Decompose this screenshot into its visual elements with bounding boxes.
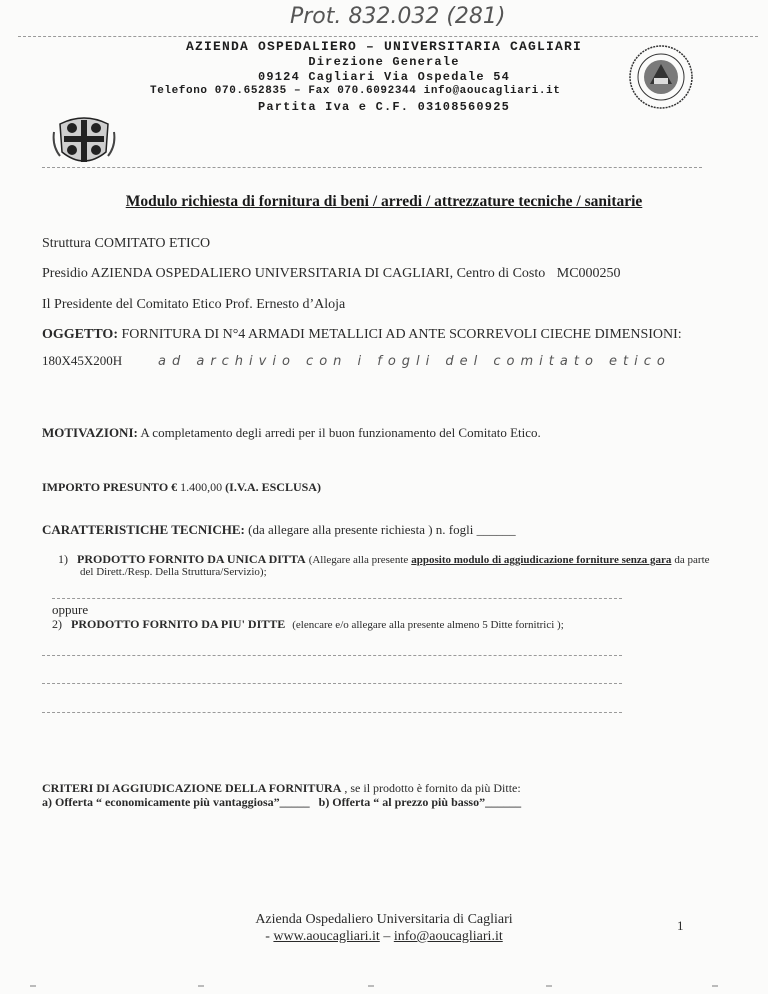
oggetto-line: [42, 327, 682, 343]
supplier-line-3: [42, 712, 622, 713]
oggetto-label: OGGETTO:: [42, 327, 118, 342]
header-address: 09124 Cagliari Via Ospedale 54: [257, 70, 511, 84]
form-title: Modulo richiesta di fornitura di beni / arredi / attrezzature tecniche / sanitarie: [125, 193, 643, 210]
presidente-line: Il Presidente del Comitato Etico Prof. Ernesto d’Aloja: [42, 297, 346, 312]
option-1-separator: [52, 598, 622, 599]
importo-note: (I.V.A. ESCLUSA): [225, 480, 321, 494]
handwritten-protocol: Prot. 832.032 (281): [290, 4, 506, 29]
criteri-option-b: b) Offerta “ al prezzo più basso”______: [318, 795, 522, 809]
criteri-options: [42, 795, 521, 810]
header-bottom-rule: [42, 167, 702, 168]
footer-contacts: [0, 929, 768, 945]
motivazioni-value: A completamento degli arredi per il buon funzionamento del Comitato Etico.: [140, 425, 541, 440]
criteri-option-a: a) Offerta “ economicamente più vantaggiosa”_____: [42, 795, 310, 809]
sardinia-coat-of-arms-icon: [52, 112, 116, 170]
motivazioni-label: MOTIVAZIONI:: [42, 425, 138, 440]
option-1-text: (Allegare alla presente: [308, 554, 409, 566]
option-2-line: [52, 617, 564, 632]
header-org: AZIENDA OSPEDALIERO – UNIVERSITARIA CAGLIARI: [185, 39, 583, 54]
header-contacts: Telefono 070.652835 – Fax 070.6092344 info@aoucagliari.it: [150, 85, 561, 97]
cost-center-value: MC000250: [556, 266, 621, 281]
supplier-line-1: [42, 655, 622, 656]
struttura-line: [42, 236, 210, 252]
importo-value: 1.400,00: [180, 480, 223, 494]
dimensions-value: 180X45X200H: [42, 353, 123, 368]
scan-speck: [30, 985, 36, 987]
supplier-line-2: [42, 683, 622, 684]
presidio-line: [42, 266, 621, 282]
scan-speck: [198, 985, 204, 987]
option-2-number: 2): [52, 617, 62, 631]
footer-website-link[interactable]: www.aoucagliari.it: [273, 929, 380, 944]
option-2-title: PRODOTTO FORNITO DA PIU' DITTE: [71, 617, 286, 631]
header-top-rule: [18, 36, 758, 37]
caratteristiche-label: CARATTERISTICHE TECNICHE:: [42, 522, 245, 537]
presidio-value: AZIENDA OSPEDALIERO UNIVERSITARIA DI CAGLIARI, Centro di Costo: [90, 266, 546, 281]
footer-prefix: -: [265, 929, 274, 944]
motivazioni-line: [42, 425, 541, 441]
option-2-text: (elencare e/o allegare alla presente almeno 5 Ditte fornitrici );: [292, 619, 564, 631]
caratteristiche-line: [42, 522, 516, 538]
importo-label: IMPORTO PRESUNTO €: [42, 480, 178, 494]
criteri-line: [42, 781, 521, 796]
presidio-label: Presidio: [42, 266, 88, 281]
struttura-label: Struttura: [42, 236, 91, 251]
footer-separator: –: [379, 929, 394, 944]
page-number: 1: [677, 918, 684, 933]
option-1-link: apposito modulo di aggiudicazione forniture senza gara: [411, 554, 672, 566]
caratteristiche-text: (da allegare alla presente richiesta ) n. fogli ______: [248, 522, 516, 537]
footer-org: Azienda Ospedaliero Universitaria di Cagliari: [255, 912, 513, 927]
scan-speck: [368, 985, 374, 987]
option-1-title: PRODOTTO FORNITO DA UNICA DITTA: [77, 552, 306, 566]
scan-speck: [546, 985, 552, 987]
header-dept: Direzione Generale: [308, 55, 460, 69]
option-1-line2: del Dirett./Resp. Della Struttura/Servizio);: [80, 566, 267, 578]
criteri-text: , se il prodotto è fornito da più Ditte:: [344, 781, 521, 795]
scan-speck: [712, 985, 718, 987]
struttura-value: COMITATO ETICO: [94, 236, 211, 251]
handwritten-note: ad archivio con i fogli del comitato etico: [158, 354, 671, 369]
footer-email-link[interactable]: info@aoucagliari.it: [393, 929, 503, 944]
criteri-label: CRITERI DI AGGIUDICAZIONE DELLA FORNITURA: [42, 781, 342, 795]
university-seal-icon: [628, 44, 694, 110]
importo-line: [42, 480, 321, 495]
oggetto-value: FORNITURA DI N°4 ARMADI METALLICI AD ANTE SCORREVOLI CIECHE DIMENSIONI:: [121, 327, 682, 342]
option-1-number: 1): [58, 552, 68, 566]
option-1-tail: da parte: [674, 554, 710, 566]
header-vat: Partita Iva e C.F. 03108560925: [257, 100, 511, 114]
option-1-line: [58, 552, 710, 567]
oppure-label: oppure: [52, 602, 89, 617]
